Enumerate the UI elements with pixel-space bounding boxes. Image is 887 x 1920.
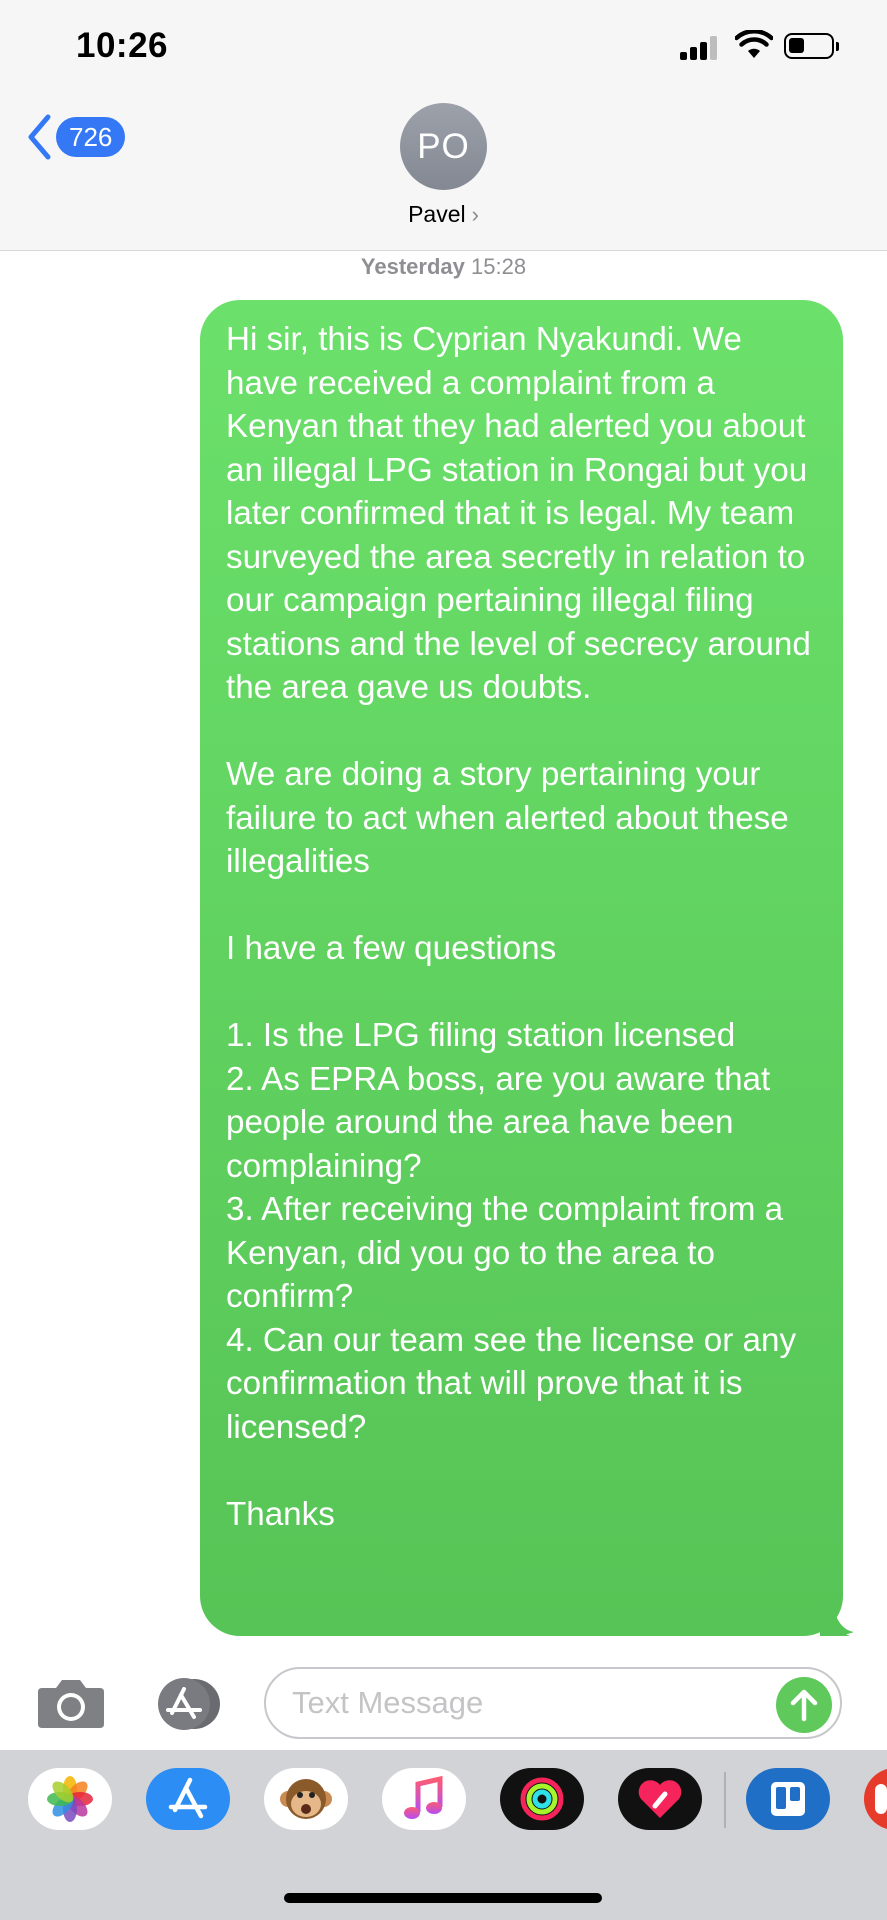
wifi-icon [735, 30, 773, 60]
photos-icon [45, 1774, 95, 1824]
music-icon [400, 1774, 448, 1824]
partial-app-icon [875, 1784, 887, 1814]
app-drawer-divider [724, 1772, 726, 1828]
trello-icon [768, 1779, 808, 1819]
message-timestamp [0, 254, 887, 280]
contact-name-button[interactable] [0, 201, 887, 228]
digital-touch-app[interactable] [618, 1768, 702, 1830]
contact-avatar[interactable]: PO [400, 103, 487, 190]
message-text: Hi sir, this is Cyprian Nyakundi. We have received a complaint from a Kenyan that they had alerted you about an illegal LPG station in Rongai but you later confirmed that it is legal. My team surveyed the area secretly in relation to our campaign pertaining illegal filing stations and the level of secrecy around the area gave us doubts. We are doing a story pertaining your failure to act when alerted about these illegalities I have a few questions 1. Is the LPG filing station licensed 2. As EPRA boss, are you aware that people around the area have been complaining? 3. After receiving the complaint from a Kenyan, did you go to the area to confirm? 4. Can our team see the license or any confirmation that will prove that it is licensed? Thanks [226, 321, 811, 1533]
activity-app[interactable] [500, 1768, 584, 1830]
status-time: 10:26 [76, 26, 169, 65]
chevron-left-icon [24, 112, 54, 162]
app-store-icon[interactable] [150, 1677, 228, 1731]
trello-app[interactable] [746, 1768, 830, 1830]
camera-icon[interactable] [36, 1674, 106, 1730]
back-button[interactable] [24, 112, 125, 162]
animoji-app[interactable] [264, 1768, 348, 1830]
message-input-placeholder: Text Message [292, 1685, 484, 1720]
timestamp-day: Yesterday [360, 254, 465, 279]
conversation-header [0, 0, 887, 251]
music-app[interactable] [382, 1768, 466, 1830]
chevron-right-icon: › [471, 202, 479, 227]
bubble-tail [820, 1596, 860, 1638]
contact-name: Pavel [408, 201, 466, 227]
send-button[interactable] [776, 1677, 832, 1733]
battery-icon [784, 33, 834, 59]
photos-app[interactable] [28, 1768, 112, 1830]
sent-message-bubble[interactable] [200, 300, 843, 1636]
app-store-app[interactable] [146, 1768, 230, 1830]
unread-count-badge: 726 [56, 117, 125, 157]
cellular-signal-icon [680, 34, 722, 60]
animoji-icon [278, 1771, 334, 1827]
send-arrow-icon [789, 1688, 819, 1722]
timestamp-time: 15:28 [471, 254, 527, 279]
digital-touch-icon [635, 1776, 685, 1822]
activity-icon [518, 1775, 566, 1823]
home-indicator[interactable] [284, 1893, 602, 1903]
app-store-icon [163, 1774, 213, 1824]
message-input[interactable] [264, 1667, 842, 1739]
